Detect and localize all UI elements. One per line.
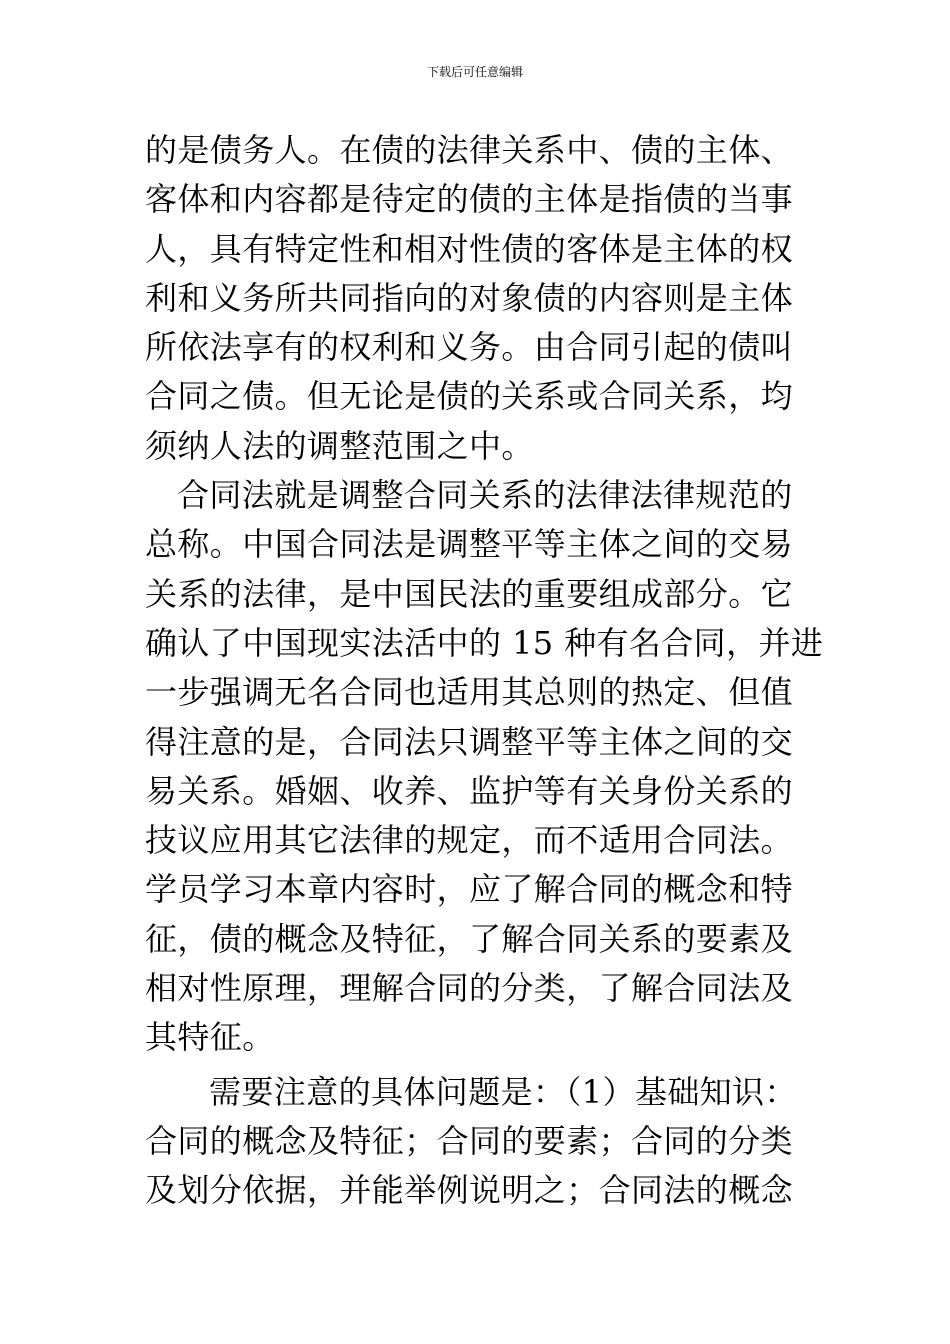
text-line: 征，债的概念及特征，了解合同关系的要素及 bbox=[145, 919, 794, 958]
text-line: 学员学习本章内容时，应了解合同的概念和特 bbox=[145, 870, 794, 909]
text-line: 其特征。 bbox=[145, 1018, 275, 1057]
text-line: 合同之债。但无论是债的关系或合同关系，均 bbox=[145, 377, 794, 416]
text-line: 得注意的是，合同法只调整平等主体之间的交 bbox=[145, 722, 794, 761]
document-body bbox=[145, 126, 824, 1216]
text-line: 需要注意的具体问题是：（1）基础知识： bbox=[209, 1072, 797, 1111]
text-line: 易关系。婚姻、收养、监护等有关身份关系的 bbox=[145, 771, 794, 810]
paragraph-3 bbox=[145, 1068, 810, 1216]
text-line: 利和义务所共同指向的对象债的内容则是主体 bbox=[145, 278, 794, 317]
text-line: 合同的概念及特征；合同的要素；合同的分类 bbox=[145, 1121, 794, 1160]
text-line: 的是债务人。在债的法律关系中、债的主体、 bbox=[145, 131, 794, 169]
text-line: 须纳人法的调整范围之中。 bbox=[145, 426, 534, 465]
paragraph-2 bbox=[145, 471, 824, 1063]
text-line: 相对性原理，理解合同的分类，了解合同法及 bbox=[145, 969, 794, 1008]
text-line: 所依法享有的权利和义务。由合同引起的债叫 bbox=[145, 328, 794, 367]
text-line: 总称。中国合同法是调整平等主体之间的交易 bbox=[145, 525, 794, 564]
text-line: 合同法就是调整合同关系的法律法律规范的 bbox=[177, 476, 793, 515]
page-header: 下载后可任意编辑 bbox=[426, 65, 523, 79]
text-line: 人，具有特定性和相对性债的客体是主体的权 bbox=[145, 229, 794, 268]
text-line: 及划分依据，并能举例说明之；合同法的概念 bbox=[145, 1171, 794, 1210]
text-line: 技议应用其它法律的规定，而不适用合同法。 bbox=[145, 821, 794, 860]
paragraph-1 bbox=[145, 126, 810, 471]
text-line: 一步强调无名合同也适用其总则的热定、但值 bbox=[145, 673, 794, 712]
text-line: 确认了中国现实法活中的 15 种有名合同，并进 bbox=[145, 623, 824, 662]
text-line: 关系的法律，是中国民法的重要组成部分。它 bbox=[145, 574, 794, 613]
text-line: 客体和内容都是待定的债的主体是指债的当事 bbox=[145, 180, 794, 219]
